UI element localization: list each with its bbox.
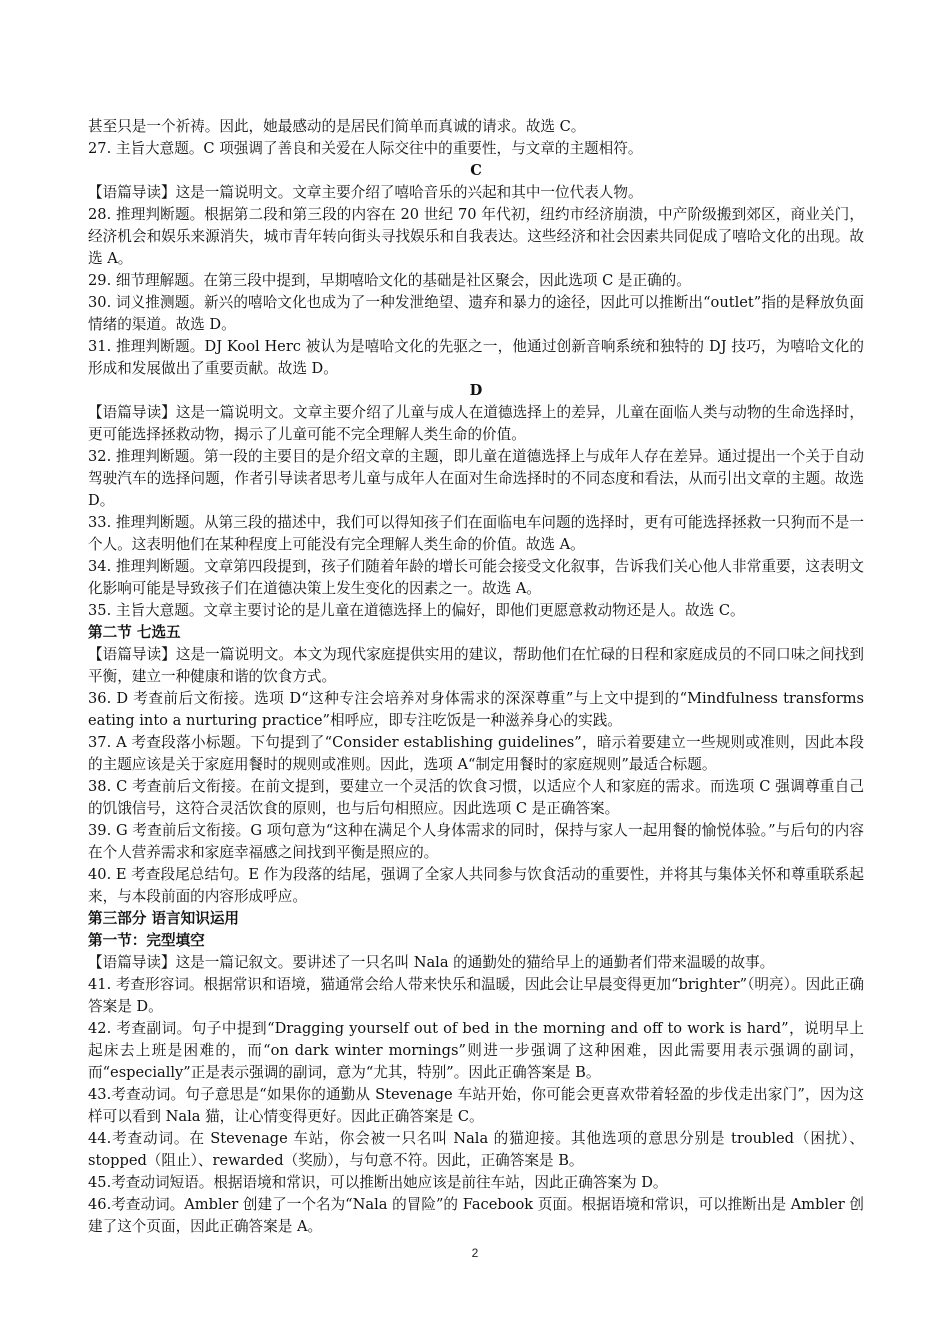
answer-paragraph: 【语篇导读】这是一篇说明文。本文为现代家庭提供实用的建议，帮助他们在忙碌的日程和家庭成员的不同口味之间找到平衡，建立一种健康和谐的饮食方式。 — [88, 646, 864, 685]
answer-paragraph: 45.考查动词短语。根据语境和常识，可以推断出她应该是前往车站，因此正确答案为 D。 — [88, 1174, 668, 1191]
answer-paragraph: 36. D 考查前后文衔接。选项 D“这种专注会培养对身体需求的深深尊重”与上文中提到的“Mindfulness transforms eating into a nurturing practice”相呼应，即专注吃饭是一种滋养身心的实践。 — [88, 690, 864, 729]
answer-paragraph: 28. 推理判断题。根据第二段和第三段的内容在 20 世纪 70 年代初，纽约市经济崩溃，中产阶级搬到郊区，商业关门，经济机会和娱乐来源消失，城市青年转向街头寻找娱乐和自我表达。这些经济和社会因素共同促成了嘻哈文化的出现。故选 A。 — [88, 206, 864, 267]
answer-paragraph: 43.考查动词。句子意思是“如果你的通勤从 Stevenage 车站开始，你可能会更喜欢带着轻盈的步伐走出家门”，因为这样可以看到 Nala 猫，让心情变得更好。因此正确答案是 C。 — [88, 1086, 864, 1125]
answer-paragraph: 32. 推理判断题。第一段的主要目的是介绍文章的主题，即儿童在道德选择上与成年人存在差异。通过提出一个关于自动驾驶汽车的选择问题，作者引导读者思考儿童与成年人在面对生命选择时的不同态度和看法，从而引出文章的主题。故选 D。 — [88, 448, 864, 509]
answer-paragraph: 40. E 考查段尾总结句。E 作为段落的结尾，强调了全家人共同参与饮食活动的重要性，并将其与集体关怀和尊重联系起来，与本段前面的内容形成呼应。 — [88, 866, 864, 905]
answer-paragraph: 37. A 考查段落小标题。下句提到了“Consider establishing guidelines”，暗示着要建立一些规则或准则，因此本段的主题应该是关于家庭用餐时的规则或准则。因此，选项 A“制定用餐时的家庭规则”最适合标题。 — [88, 734, 864, 773]
page-number: 2 — [471, 1246, 479, 1260]
answer-paragraph: 46.考查动词。Ambler 创建了一个名为“Nala 的冒险”的 Facebook 页面。根据语境和常识，可以推断出是 Ambler 创建了这个页面，因此正确答案是 A。 — [88, 1196, 864, 1235]
section-heading: 第三部分 语言知识运用 — [88, 910, 240, 927]
answer-paragraph: 【语篇导读】这是一篇说明文。文章主要介绍了儿童与成人在道德选择上的差异，儿童在面临人类与动物的生命选择时，更可能选择拯救动物，揭示了儿童可能不完全理解人类生命的价值。 — [88, 404, 864, 443]
document-body — [88, 116, 864, 1238]
answer-paragraph: 30. 词义推测题。新兴的嘻哈文化也成为了一种发泄绝望、遗弃和暴力的途径，因此可以推断出“outlet”指的是释放负面情绪的渠道。故选 D。 — [88, 294, 864, 333]
answer-paragraph: 33. 推理判断题。从第三段的描述中，我们可以得知孩子们在面临电车问题的选择时，更有可能选择拯救一只狗而不是一个人。这表明他们在某种程度上可能没有完全理解人类生命的价值。故选 A。 — [88, 514, 864, 553]
answer-paragraph: 34. 推理判断题。文章第四段提到，孩子们随着年龄的增长可能会接受文化叙事，告诉我们关心他人非常重要，这表明文化影响可能是导致孩子们在道德决策上发生变化的因素之一。故选 A。 — [88, 558, 864, 597]
answer-paragraph: 27. 主旨大意题。C 项强调了善良和关爱在人际交往中的重要性，与文章的主题相符。 — [88, 140, 643, 157]
answer-paragraph: 【语篇导读】这是一篇说明文。文章主要介绍了嘻哈音乐的兴起和其中一位代表人物。 — [88, 184, 643, 201]
answer-paragraph: 35. 主旨大意题。文章主要讨论的是儿童在道德选择上的偏好，即他们更愿意救动物还是人。故选 C。 — [88, 602, 745, 619]
section-heading: 第二节 七选五 — [88, 624, 181, 641]
answer-paragraph: 【语篇导读】这是一篇记叙文。要讲述了一只名叫 Nala 的通勤处的猫给早上的通勤者们带来温暖的故事。 — [88, 954, 775, 971]
answer-paragraph: 41. 考查形容词。根据常识和语境，猫通常会给人带来快乐和温暖，因此会让早晨变得更加“brighter”（明亮）。因此正确答案是 D。 — [88, 976, 864, 1015]
answer-paragraph: 甚至只是一个祈祷。因此，她最感动的是居民们简单而真诚的请求。故选 C。 — [88, 118, 586, 135]
answer-paragraph: 39. G 考查前后文衔接。G 项句意为“这种在满足个人身体需求的同时，保持与家人一起用餐的愉悦体验。”与后句的内容在个人营养需求和家庭幸福感之间找到平衡是照应的。 — [88, 822, 864, 861]
answer-paragraph: 31. 推理判断题。DJ Kool Herc 被认为是嘻哈文化的先驱之一，他通过创新音响系统和独特的 DJ 技巧，为嘻哈文化的形成和发展做出了重要贡献。故选 D。 — [88, 338, 864, 377]
answer-paragraph: 38. C 考查前后文衔接。在前文提到，要建立一个灵活的饮食习惯，以适应个人和家庭的需求。而选项 C 强调尊重自己的饥饿信号，这符合灵活饮食的原则，也与后句相照应。因此选项 C 是正确答案。 — [88, 778, 864, 817]
passage-heading: D — [469, 382, 483, 399]
answer-paragraph: 42. 考查副词。句子中提到“Dragging yourself out of bed in the morning and off to work is hard”，说明早上起床去上班是困难的，而“on dark winter mornings”则进一步强调了这种困难，因此需要用表示强调的副词，而“especially”正是表示强调的副词，意为“尤其，特别”。因此正确答案是 B。 — [88, 1020, 864, 1081]
answer-paragraph: 29. 细节理解题。在第三段中提到，早期嘻哈文化的基础是社区聚会，因此选项 C 是正确的。 — [88, 272, 691, 289]
section-heading: 第一节：完型填空 — [88, 932, 205, 949]
answer-paragraph: 44.考查动词。在 Stevenage 车站，你会被一只名叫 Nala 的猫迎接。其他选项的意思分别是 troubled（困扰）、stopped（阻止）、rewarded（奖励），与句意不符。因此，正确答案是 B。 — [88, 1130, 864, 1169]
passage-heading: C — [470, 162, 482, 179]
